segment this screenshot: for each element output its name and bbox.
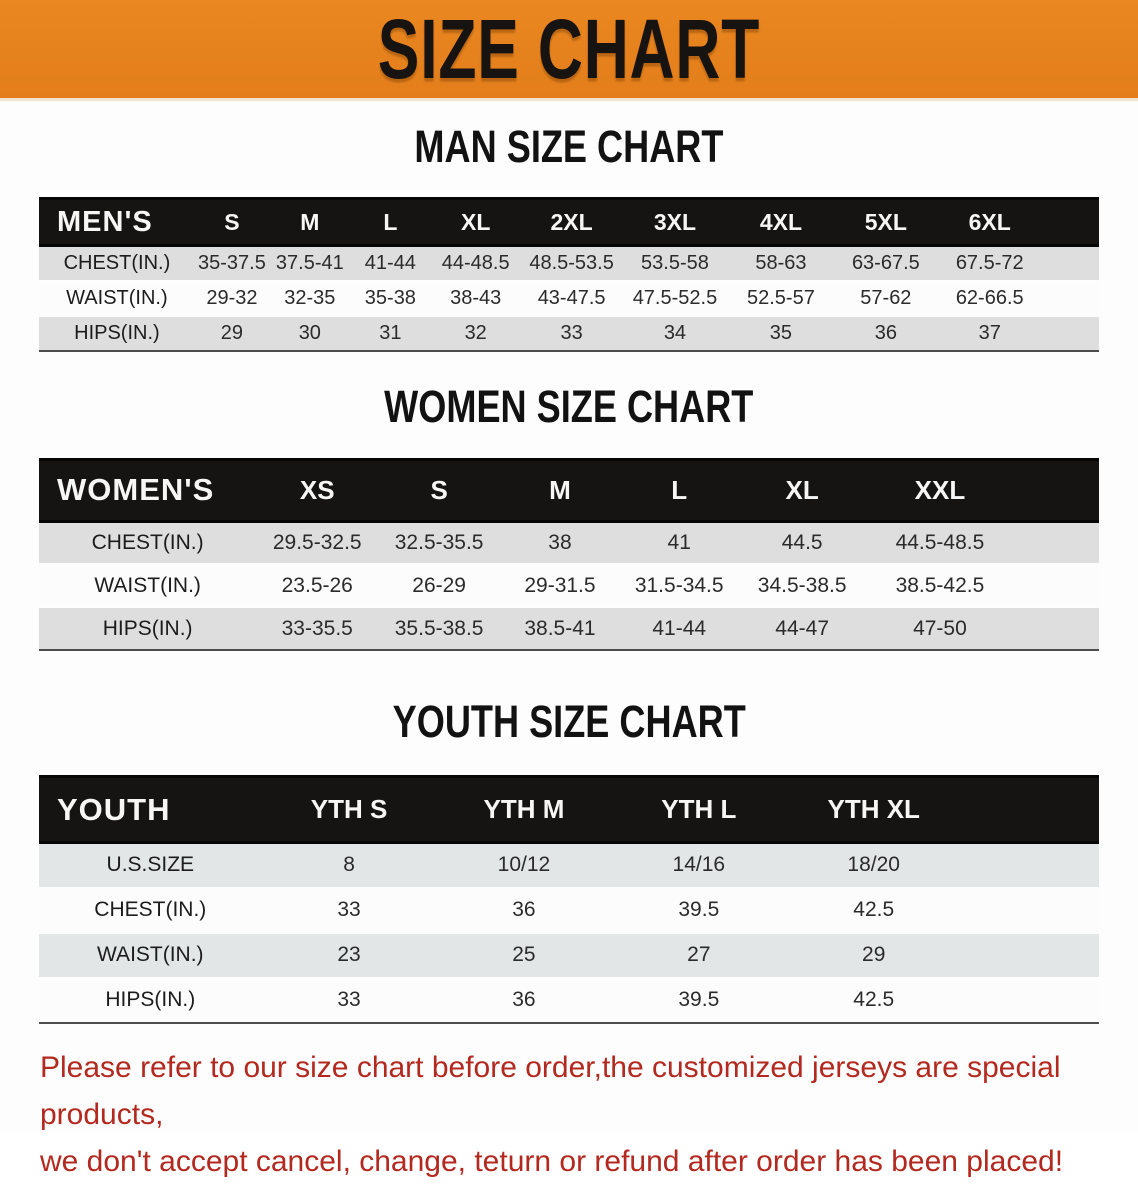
table-cell: 29 [195,316,269,351]
table-cell: 44.5-48.5 [866,521,1014,564]
table-cell: 44.5 [739,521,866,564]
size-column-header: YTH M [436,777,611,843]
table-cell: 35-37.5 [195,246,269,281]
table-cell: 38-43 [430,281,521,316]
table-cell: 30 [269,316,351,351]
row-label: CHEST(IN.) [39,521,256,564]
table-cell: 26-29 [378,564,500,607]
table-group-label: WOMEN'S [39,459,256,521]
table-group-label: YOUTH [39,777,262,843]
table-cell: 33 [262,978,437,1023]
table-row [39,933,1099,978]
table-cell: 23 [262,933,437,978]
table-cell: 62-66.5 [938,281,1042,316]
spacer-cell [1014,564,1099,607]
women-section-title-text: WOMEN SIZE CHART [384,381,754,432]
table-header-row [39,459,1099,521]
banner-title: SIZE CHART [377,0,761,96]
table-row [39,521,1099,564]
spacer-cell [961,888,1099,933]
table-cell: 25 [436,933,611,978]
table-cell: 67.5-72 [938,246,1042,281]
table-cell: 41-44 [620,607,739,650]
size-column-header: 3XL [622,199,728,246]
order-disclaimer-line2: we don't accept cancel, change, teturn or refund after order has been placed! [40,1144,1064,1178]
table-cell: 32 [430,316,521,351]
table-cell: 33 [521,316,622,351]
table-cell: 27 [611,933,786,978]
women-table [39,458,1099,652]
table-cell: 29-32 [195,281,269,316]
size-column-header: L [351,199,430,246]
men-size-table [0,197,1138,352]
table-cell: 36 [834,316,938,351]
table-header-row [39,199,1099,246]
table-row [39,281,1099,316]
table-cell: 29-31.5 [500,564,620,607]
table-cell: 8 [262,843,437,888]
table-cell: 42.5 [786,978,961,1023]
table-cell: 47.5-52.5 [622,281,728,316]
table-cell: 34.5-38.5 [739,564,866,607]
table-cell: 47-50 [866,607,1014,650]
size-column-header: S [378,459,500,521]
size-column-header: XL [430,199,521,246]
table-cell: 29 [786,933,961,978]
table-cell: 14/16 [611,843,786,888]
size-column-header: YTH L [611,777,786,843]
size-column-header: XS [256,459,378,521]
spacer-cell [1042,246,1099,281]
table-cell: 53.5-58 [622,246,728,281]
table-cell: 41-44 [351,246,430,281]
spacer-cell [1042,281,1099,316]
table-cell: 39.5 [611,978,786,1023]
table-cell: 42.5 [786,888,961,933]
row-label: WAIST(IN.) [39,564,256,607]
row-label: HIPS(IN.) [39,316,195,351]
table-cell: 37 [938,316,1042,351]
row-label: CHEST(IN.) [39,888,262,933]
table-cell: 29.5-32.5 [256,521,378,564]
table-cell: 44-47 [739,607,866,650]
row-label: CHEST(IN.) [39,246,195,281]
banner [0,0,1138,101]
size-column-header: M [269,199,351,246]
table-cell: 32.5-35.5 [378,521,500,564]
table-cell: 23.5-26 [256,564,378,607]
table-cell: 33 [262,888,437,933]
spacer-cell [1014,459,1099,521]
row-label: HIPS(IN.) [39,607,256,650]
table-row [39,843,1099,888]
row-label: WAIST(IN.) [39,933,262,978]
table-cell: 31 [351,316,430,351]
table-cell: 36 [436,888,611,933]
table-row [39,246,1099,281]
table-cell: 35 [728,316,834,351]
table-cell: 34 [622,316,728,351]
table-cell: 35.5-38.5 [378,607,500,650]
table-header-row [39,777,1099,843]
size-column-header: 5XL [834,199,938,246]
table-cell: 58-63 [728,246,834,281]
table-cell: 41 [620,521,739,564]
size-column-header: YTH XL [786,777,961,843]
men-table [39,197,1099,352]
spacer-cell [1014,521,1099,564]
table-group-label: MEN'S [39,199,195,246]
table-cell: 38.5-41 [500,607,620,650]
table-cell: 52.5-57 [728,281,834,316]
size-column-header: XXL [866,459,1014,521]
size-column-header: L [620,459,739,521]
spacer-cell [1042,199,1099,246]
size-column-header: 6XL [938,199,1042,246]
women-section-title [0,381,1138,432]
youth-section-title-text: YOUTH SIZE CHART [392,696,746,748]
table-cell: 36 [436,978,611,1023]
table-cell: 18/20 [786,843,961,888]
table-cell: 33-35.5 [256,607,378,650]
table-cell: 32-35 [269,281,351,316]
row-label: WAIST(IN.) [39,281,195,316]
table-cell: 48.5-53.5 [521,246,622,281]
table-cell: 39.5 [611,888,786,933]
men-section-title [0,121,1138,173]
youth-table [39,775,1099,1024]
table-cell: 38.5-42.5 [866,564,1014,607]
size-column-header: S [195,199,269,246]
table-cell: 10/12 [436,843,611,888]
women-size-table [0,458,1138,652]
spacer-cell [961,933,1099,978]
men-section-title-text: MAN SIZE CHART [414,121,724,173]
table-cell: 37.5-41 [269,246,351,281]
table-cell: 44-48.5 [430,246,521,281]
table-cell: 35-38 [351,281,430,316]
spacer-cell [961,843,1099,888]
size-column-header: YTH S [262,777,437,843]
spacer-cell [1042,316,1099,351]
spacer-cell [1014,607,1099,650]
table-row [39,316,1099,351]
spacer-cell [961,777,1099,843]
table-cell: 43-47.5 [521,281,622,316]
table-cell: 38 [500,521,620,564]
table-row [39,978,1099,1023]
row-label: HIPS(IN.) [39,978,262,1023]
size-column-header: M [500,459,620,521]
table-cell: 57-62 [834,281,938,316]
table-cell: 63-67.5 [834,246,938,281]
youth-size-table [0,775,1138,1024]
row-label: U.S.SIZE [39,843,262,888]
order-disclaimer [0,1044,1138,1185]
spacer-cell [961,978,1099,1023]
table-row [39,607,1099,650]
size-column-header: XL [739,459,866,521]
youth-section-title [0,696,1138,748]
size-column-header: 2XL [521,199,622,246]
table-cell: 31.5-34.5 [620,564,739,607]
table-row [39,564,1099,607]
size-column-header: 4XL [728,199,834,246]
table-row [39,888,1099,933]
order-disclaimer-line1: Please refer to our size chart before order,the customized jerseys are special products, [40,1050,1061,1131]
